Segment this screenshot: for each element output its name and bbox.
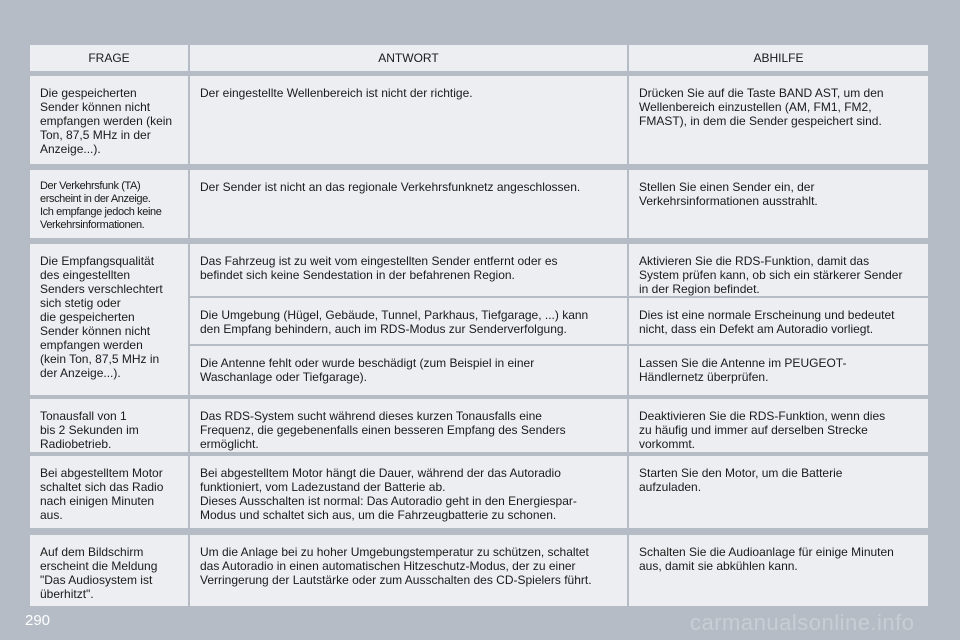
- row-3-antwort-2: Die Umgebung (Hügel, Gebäude, Tunnel, Parkhaus, Tiefgarage, ...) kann den Empfang behindern, auch im RDS-Modus zur Senderverfolgung.: [190, 298, 627, 344]
- row-2-antwort: Der Sender ist nicht an das regionale Verkehrsfunknetz angeschlossen.: [190, 170, 627, 238]
- row-5-antwort: Bei abgestelltem Motor hängt die Dauer, während der das Autoradio funktioniert, vom Ladezustand der Batterie ab. Dieses Ausschalten ist normal: Das Autoradio geht in den Energiespar- Modus und schaltet sich aus, um die Fahrzeugbatterie zu schonen.: [190, 456, 627, 528]
- header-antwort: ANTWORT: [190, 45, 627, 71]
- row-1-frage: Die gespeicherten Sender können nicht empfangen werden (kein Ton, 87,5 MHz in der Anzeige...).: [30, 76, 188, 164]
- row-2-abhilfe: Stellen Sie einen Sender ein, der Verkehrsinformationen ausstrahlt.: [629, 170, 928, 238]
- row-4-frage: Tonausfall von 1 bis 2 Sekunden im Radiobetrieb.: [30, 399, 188, 452]
- header-abhilfe: ABHILFE: [629, 45, 928, 71]
- row-4-antwort: Das RDS-System sucht während dieses kurzen Tonausfalls eine Frequenz, die gegebenenfalls einen besseren Empfang des Senders ermöglicht.: [190, 399, 627, 452]
- header-frage: FRAGE: [30, 45, 188, 71]
- row-3-abhilfe-1: Aktivieren Sie die RDS-Funktion, damit das System prüfen kann, ob sich ein stärkerer Sender in der Region befindet.: [629, 244, 928, 296]
- row-5-frage: Bei abgestelltem Motor schaltet sich das Radio nach einigen Minuten aus.: [30, 456, 188, 528]
- row-6-abhilfe: Schalten Sie die Audioanlage für einige Minuten aus, damit sie abkühlen kann.: [629, 535, 928, 606]
- row-1-antwort: Der eingestellte Wellenbereich ist nicht der richtige.: [190, 76, 627, 164]
- row-3-antwort-3: Die Antenne fehlt oder wurde beschädigt (zum Beispiel in einer Waschanlage oder Tiefgarage).: [190, 346, 627, 395]
- row-5-abhilfe: Starten Sie den Motor, um die Batterie aufzuladen.: [629, 456, 928, 528]
- row-3-abhilfe-2: Dies ist eine normale Erscheinung und bedeutet nicht, dass ein Defekt am Autoradio vorliegt.: [629, 298, 928, 344]
- row-3-abhilfe-3: Lassen Sie die Antenne im PEUGEOT- Händlernetz überprüfen.: [629, 346, 928, 395]
- row-6-antwort: Um die Anlage bei zu hoher Umgebungstemperatur zu schützen, schaltet das Autoradio in einen automatischen Hitzeschutz-Modus, der zu einer Verringerung der Lautstärke oder zum Ausschalten des CD-Spielers führt.: [190, 535, 627, 606]
- row-6-frage: Auf dem Bildschirm erscheint die Meldung "Das Audiosystem ist überhitzt".: [30, 535, 188, 606]
- row-3-antwort-1: Das Fahrzeug ist zu weit vom eingestellten Sender entfernt oder es befindet sich keine Sendestation in der befahrenen Region.: [190, 244, 627, 296]
- row-2-frage: Der Verkehrsfunk (TA) erscheint in der Anzeige. Ich empfange jedoch keine Verkehrsinformationen.: [30, 170, 188, 238]
- row-4-abhilfe: Deaktivieren Sie die RDS-Funktion, wenn dies zu häufig und immer auf derselben Strecke vorkommt.: [629, 399, 928, 452]
- watermark: carmanualsonline.info: [690, 610, 915, 635]
- row-1-abhilfe: Drücken Sie auf die Taste BAND AST, um den Wellenbereich einzustellen (AM, FM1, FM2, FMAST), in dem die Sender gespeichert sind.: [629, 76, 928, 164]
- page-number: 290: [25, 612, 51, 629]
- row-3-frage: Die Empfangsqualität des eingestellten Senders verschlechtert sich stetig oder die gespeicherten Sender können nicht empfangen werden (kein Ton, 87,5 MHz in der Anzeige...).: [30, 244, 188, 395]
